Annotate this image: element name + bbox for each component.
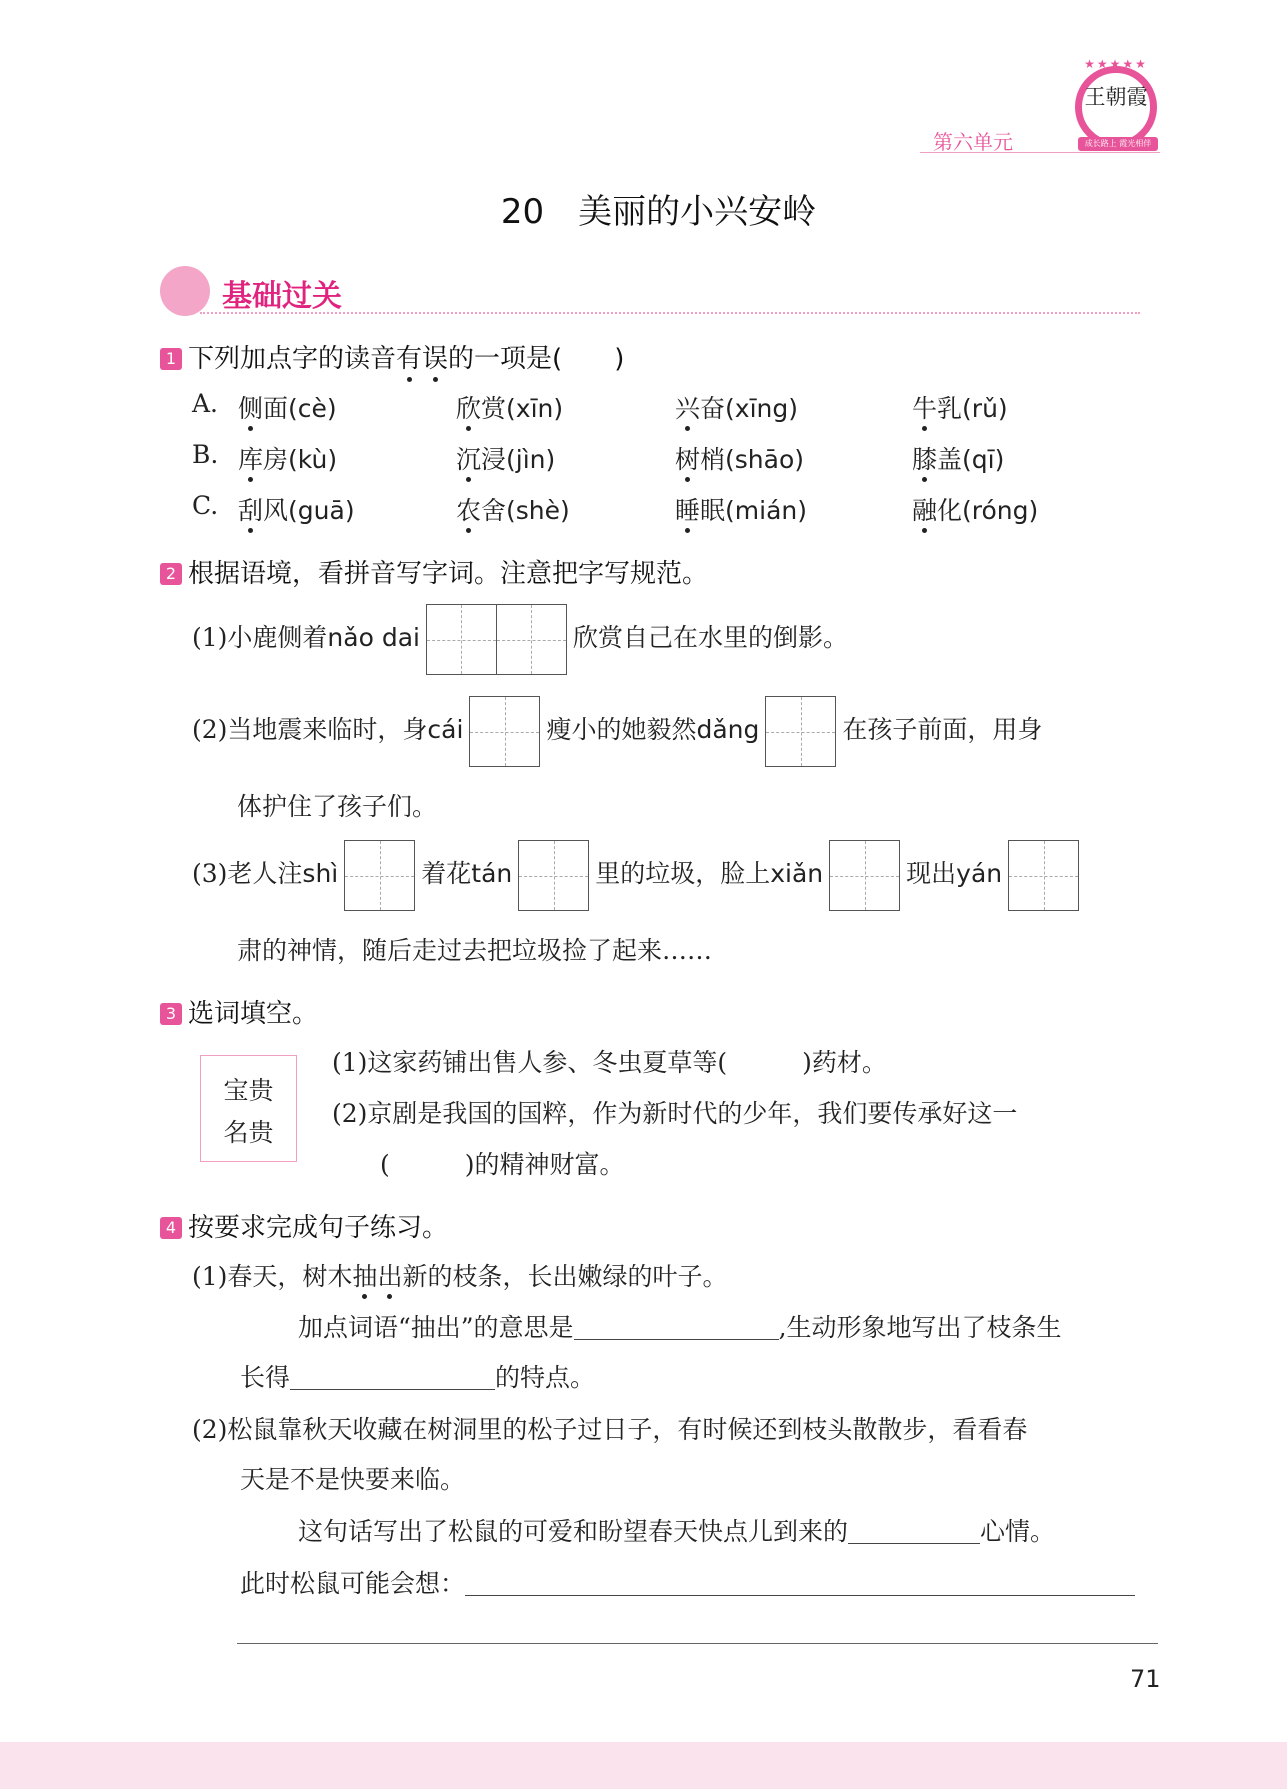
pinyin: (guā) bbox=[288, 496, 355, 525]
char: 舍 bbox=[481, 496, 507, 525]
writing-box[interactable] bbox=[344, 840, 415, 911]
pinyin: (xīn) bbox=[506, 394, 564, 423]
option-word bbox=[456, 491, 570, 527]
pinyin: (shāo) bbox=[725, 445, 805, 474]
pinyin: tán bbox=[471, 859, 513, 888]
question-number: 2 bbox=[160, 563, 182, 585]
char: 风 bbox=[263, 496, 289, 525]
dotted-char: 库 bbox=[238, 445, 264, 474]
writing-box[interactable] bbox=[426, 604, 497, 675]
text: )药材。 bbox=[727, 1048, 887, 1077]
dotted-char: 侧 bbox=[238, 394, 264, 423]
question-number: 1 bbox=[160, 348, 182, 370]
q4-sentence-1-task bbox=[298, 1308, 1062, 1344]
option-word bbox=[456, 389, 563, 425]
text: (2)当地震来临时，身 bbox=[192, 715, 428, 744]
pinyin: (xīng) bbox=[725, 394, 798, 423]
dotted-char: 出 bbox=[377, 1262, 403, 1291]
q4-sentence-1-task-cont bbox=[240, 1358, 595, 1394]
dotted-char: 膝 bbox=[912, 445, 938, 474]
q2-sentence-2 bbox=[192, 696, 1042, 767]
writing-box[interactable] bbox=[765, 696, 836, 767]
char: 赏 bbox=[481, 394, 507, 423]
writing-box[interactable] bbox=[496, 604, 567, 675]
pinyin: dǎng bbox=[696, 715, 760, 744]
pinyin: (róng) bbox=[962, 496, 1039, 525]
word-option: 宝贵 bbox=[223, 1076, 274, 1105]
answer-line[interactable] bbox=[237, 1643, 1158, 1644]
q2-sentence-3-cont: 肃的神情，随后走过去把垃圾捡了起来…… bbox=[237, 936, 713, 965]
char: 浸 bbox=[481, 445, 507, 474]
word-bank bbox=[200, 1055, 297, 1162]
text: ( bbox=[380, 1150, 390, 1179]
question-4-prompt bbox=[160, 1207, 448, 1244]
pinyin: nǎo dai bbox=[327, 623, 420, 652]
question-2-prompt bbox=[160, 553, 708, 590]
answer-blank[interactable] bbox=[848, 1522, 980, 1544]
answer-blank[interactable] bbox=[290, 1368, 495, 1390]
pinyin: xiǎn bbox=[770, 859, 824, 888]
text: (1)小鹿侧着 bbox=[192, 623, 328, 652]
text: 这句话写出了松鼠的可爱和盼望春天快点儿到来的 bbox=[298, 1517, 849, 1546]
char: 乳 bbox=[937, 394, 963, 423]
text: 长得 bbox=[240, 1363, 291, 1392]
pinyin: (shè) bbox=[506, 496, 570, 525]
text: 新的枝条，长出嫩绿的叶子。 bbox=[402, 1262, 728, 1291]
pinyin: (qī) bbox=[962, 445, 1005, 474]
dotted-char: 兴 bbox=[675, 394, 701, 423]
section-icon bbox=[160, 266, 210, 316]
pinyin: (cè) bbox=[288, 394, 337, 423]
q2-sentence-2-cont: 体护住了孩子们。 bbox=[237, 792, 438, 821]
option-word bbox=[912, 440, 1004, 476]
char: 眠 bbox=[700, 496, 726, 525]
char: 房 bbox=[263, 445, 289, 474]
option-label: C. bbox=[192, 491, 219, 520]
text: (1)这家药铺出售人参、冬虫夏草等( bbox=[332, 1048, 728, 1077]
writing-box[interactable] bbox=[829, 840, 900, 911]
text: 着花 bbox=[421, 859, 472, 888]
option-word bbox=[912, 389, 1008, 425]
option-word bbox=[675, 389, 798, 425]
word-option: 名贵 bbox=[223, 1118, 274, 1147]
question-number: 3 bbox=[160, 1003, 182, 1025]
text: ,生动形象地写出了枝条生 bbox=[778, 1313, 1062, 1342]
option-label: B. bbox=[192, 440, 219, 469]
q2-sentence-3 bbox=[192, 840, 1085, 911]
writing-box[interactable] bbox=[1008, 840, 1079, 911]
prompt-text: 选词填空。 bbox=[188, 999, 319, 1029]
dotted-char: 牛 bbox=[912, 394, 938, 423]
answer-blank[interactable] bbox=[465, 1574, 1135, 1596]
text: 欣赏自己在水里的倒影。 bbox=[572, 623, 848, 652]
prompt-text: 根据语境，看拼音写字词。注意把字写规范。 bbox=[188, 559, 709, 589]
char: 盖 bbox=[937, 445, 963, 474]
q4-sentence-1 bbox=[192, 1257, 727, 1293]
option-word bbox=[912, 491, 1038, 527]
question-number: 4 bbox=[160, 1217, 182, 1239]
char: 奋 bbox=[700, 394, 726, 423]
brand-logo: ★★★★★ 王朝霞 bbox=[1075, 66, 1157, 148]
dotted-char: 睡 bbox=[675, 496, 701, 525]
pinyin: (jìn) bbox=[506, 445, 556, 474]
question-3-prompt bbox=[160, 993, 318, 1030]
text: 加点词语“抽出”的意思是 bbox=[298, 1313, 574, 1342]
pinyin: (rǔ) bbox=[962, 394, 1008, 423]
pinyin: (mián) bbox=[725, 496, 808, 525]
question-1-prompt: 1 下列加点字的读音有误的一项是( ) bbox=[160, 338, 624, 375]
option-word bbox=[238, 389, 337, 425]
pinyin: cái bbox=[427, 715, 464, 744]
option-word bbox=[238, 440, 337, 476]
section-divider bbox=[200, 312, 1140, 314]
text: (1)春天，树木 bbox=[192, 1262, 353, 1291]
char: 化 bbox=[937, 496, 963, 525]
q3-sentence-1 bbox=[332, 1043, 887, 1079]
text: 的特点。 bbox=[495, 1363, 596, 1392]
text: 瘦小的她毅然 bbox=[546, 715, 697, 744]
char: 面 bbox=[263, 394, 289, 423]
text: 里的垃圾，脸上 bbox=[595, 859, 771, 888]
dotted-char: 抽 bbox=[352, 1262, 378, 1291]
option-word bbox=[675, 491, 807, 527]
dotted-char: 沉 bbox=[456, 445, 482, 474]
option-word bbox=[675, 440, 804, 476]
text: )的精神财富。 bbox=[389, 1150, 625, 1179]
pinyin: shì bbox=[302, 859, 339, 888]
option-word bbox=[238, 491, 355, 527]
dotted-char: 农 bbox=[456, 496, 482, 525]
q3-sentence-2: (2)京剧是我国的国粹，作为新时代的少年，我们要传承好这一 bbox=[332, 1099, 1018, 1128]
pinyin: (kù) bbox=[288, 445, 338, 474]
text: 此时松鼠可能会想： bbox=[240, 1569, 466, 1598]
prompt-text: 按要求完成句子练习。 bbox=[188, 1213, 449, 1243]
writing-box[interactable] bbox=[469, 696, 540, 767]
q4-sentence-2-cont: 天是不是快要来临。 bbox=[240, 1465, 466, 1494]
text: 在孩子前面，用身 bbox=[842, 715, 1043, 744]
writing-box[interactable] bbox=[518, 840, 589, 911]
option-label: A. bbox=[192, 389, 219, 418]
page-number: 71 bbox=[1130, 1665, 1161, 1693]
char: 梢 bbox=[700, 445, 726, 474]
dotted-char: 刮 bbox=[238, 496, 264, 525]
logo-ribbon bbox=[1078, 137, 1158, 151]
pinyin: yán bbox=[956, 859, 1003, 888]
bottom-band bbox=[0, 1742, 1287, 1789]
q4-sentence-2: (2)松鼠靠秋天收藏在树洞里的松子过日子，有时候还到枝头散散步，看看春 bbox=[192, 1415, 1028, 1444]
answer-blank[interactable] bbox=[574, 1318, 779, 1340]
unit-label: 第六单元 bbox=[933, 130, 1013, 154]
q4-sentence-2-task bbox=[298, 1512, 1055, 1548]
option-word bbox=[456, 440, 555, 476]
dotted-char: 欣 bbox=[456, 394, 482, 423]
q3-sentence-2-cont bbox=[380, 1145, 625, 1181]
section-title: 基础过关 bbox=[222, 279, 342, 314]
dotted-char: 树 bbox=[675, 445, 701, 474]
text: 心情。 bbox=[980, 1517, 1056, 1546]
dotted-char: 融 bbox=[912, 496, 938, 525]
q2-sentence-1 bbox=[192, 604, 848, 675]
header-line bbox=[920, 152, 1160, 153]
text: (3)老人注 bbox=[192, 859, 303, 888]
logo-slogan: 成长路上 霞光相伴 bbox=[1084, 139, 1152, 148]
q4-sentence-2-think bbox=[240, 1564, 1135, 1600]
text: 现出 bbox=[906, 859, 957, 888]
page-title: 20 美丽的小兴安岭 bbox=[500, 192, 817, 232]
